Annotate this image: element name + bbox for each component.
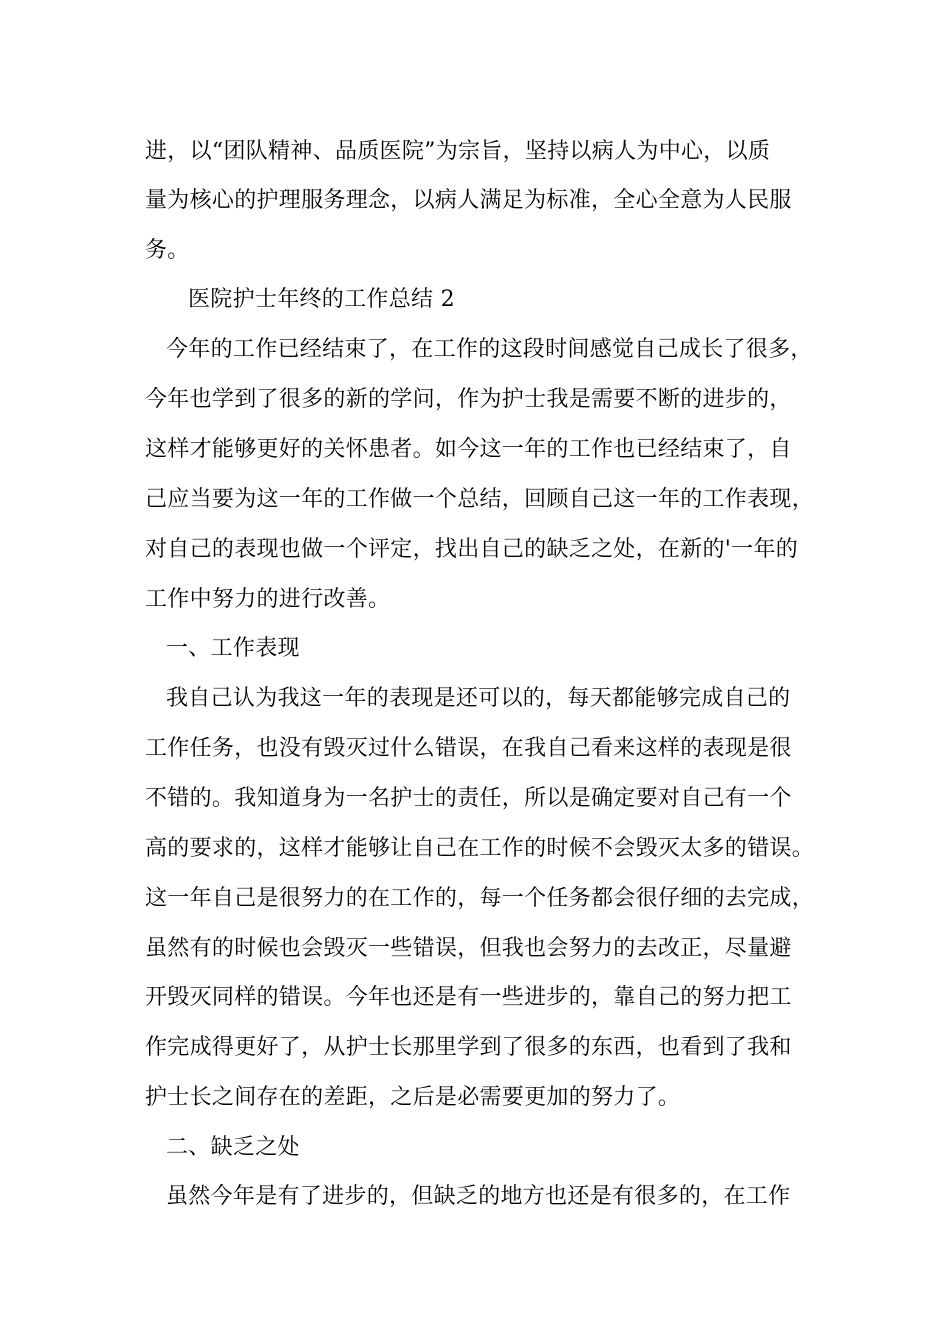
body-text-line: 工作任务，也没有毁灭过什么错误，在我自己看来这样的表现是很 — [145, 736, 792, 761]
body-text-line: 开毁灭同样的错误。今年也还是有一些进步的，靠自己的努力把工 — [145, 985, 792, 1010]
body-text-line: 虽然有的时候也会毁灭一些错误，但我也会努力的去改正，尽量避 — [145, 936, 792, 961]
body-text-line: 我自己认为我这一年的表现是还可以的，每天都能够完成自己的 — [166, 686, 791, 711]
body-text-line: 不错的。我知道身为一名护士的责任，所以是确定要对自己有一个 — [145, 786, 792, 811]
body-text-line: 对自己的表现也做一个评定，找出自己的缺乏之处，在新的'一年的 — [145, 537, 799, 562]
body-text-line: 进，以“团队精神、品质医院”为宗旨，坚持以病人为中心，以质 — [145, 139, 771, 164]
body-text-line: 作完成得更好了，从护士长那里学到了很多的东西，也看到了我和 — [145, 1035, 792, 1060]
subheading: 一、工作表现 — [166, 636, 300, 661]
body-text-line: 务。 — [145, 238, 190, 263]
body-text-line: 今年的工作已经结束了，在工作的这段时间感觉自己成长了很多， — [166, 337, 813, 362]
body-text-line: 虽然今年是有了进步的，但缺乏的地方也还是有很多的，在工作 — [166, 1184, 791, 1209]
body-text-line: 工作中努力的进行改善。 — [145, 587, 391, 612]
body-text-line: 今年也学到了很多的新的学问，作为护士我是需要不断的进步的， — [145, 387, 792, 412]
body-text-line: 高的要求的，这样才能够让自己在工作的时候不会毁灭太多的错误。 — [145, 836, 815, 861]
subheading: 二、缺乏之处 — [166, 1135, 300, 1160]
section-title: 医院护士年终的工作总结 2 — [188, 287, 455, 312]
body-text-line: 己应当要为这一年的工作做一个总结，回顾自己这一年的工作表现， — [145, 487, 815, 512]
body-text-line: 这一年自己是很努力的在工作的，每一个任务都会很仔细的去完成， — [145, 886, 815, 911]
body-text-line: 这样才能够更好的关怀患者。如今这一年的工作也已经结束了，自 — [145, 437, 792, 462]
body-text-line: 量为核心的护理服务理念，以病人满足为标准，全心全意为人民服 — [145, 188, 792, 213]
body-text-line: 护士长之间存在的差距，之后是必需要更加的努力了。 — [145, 1085, 681, 1110]
